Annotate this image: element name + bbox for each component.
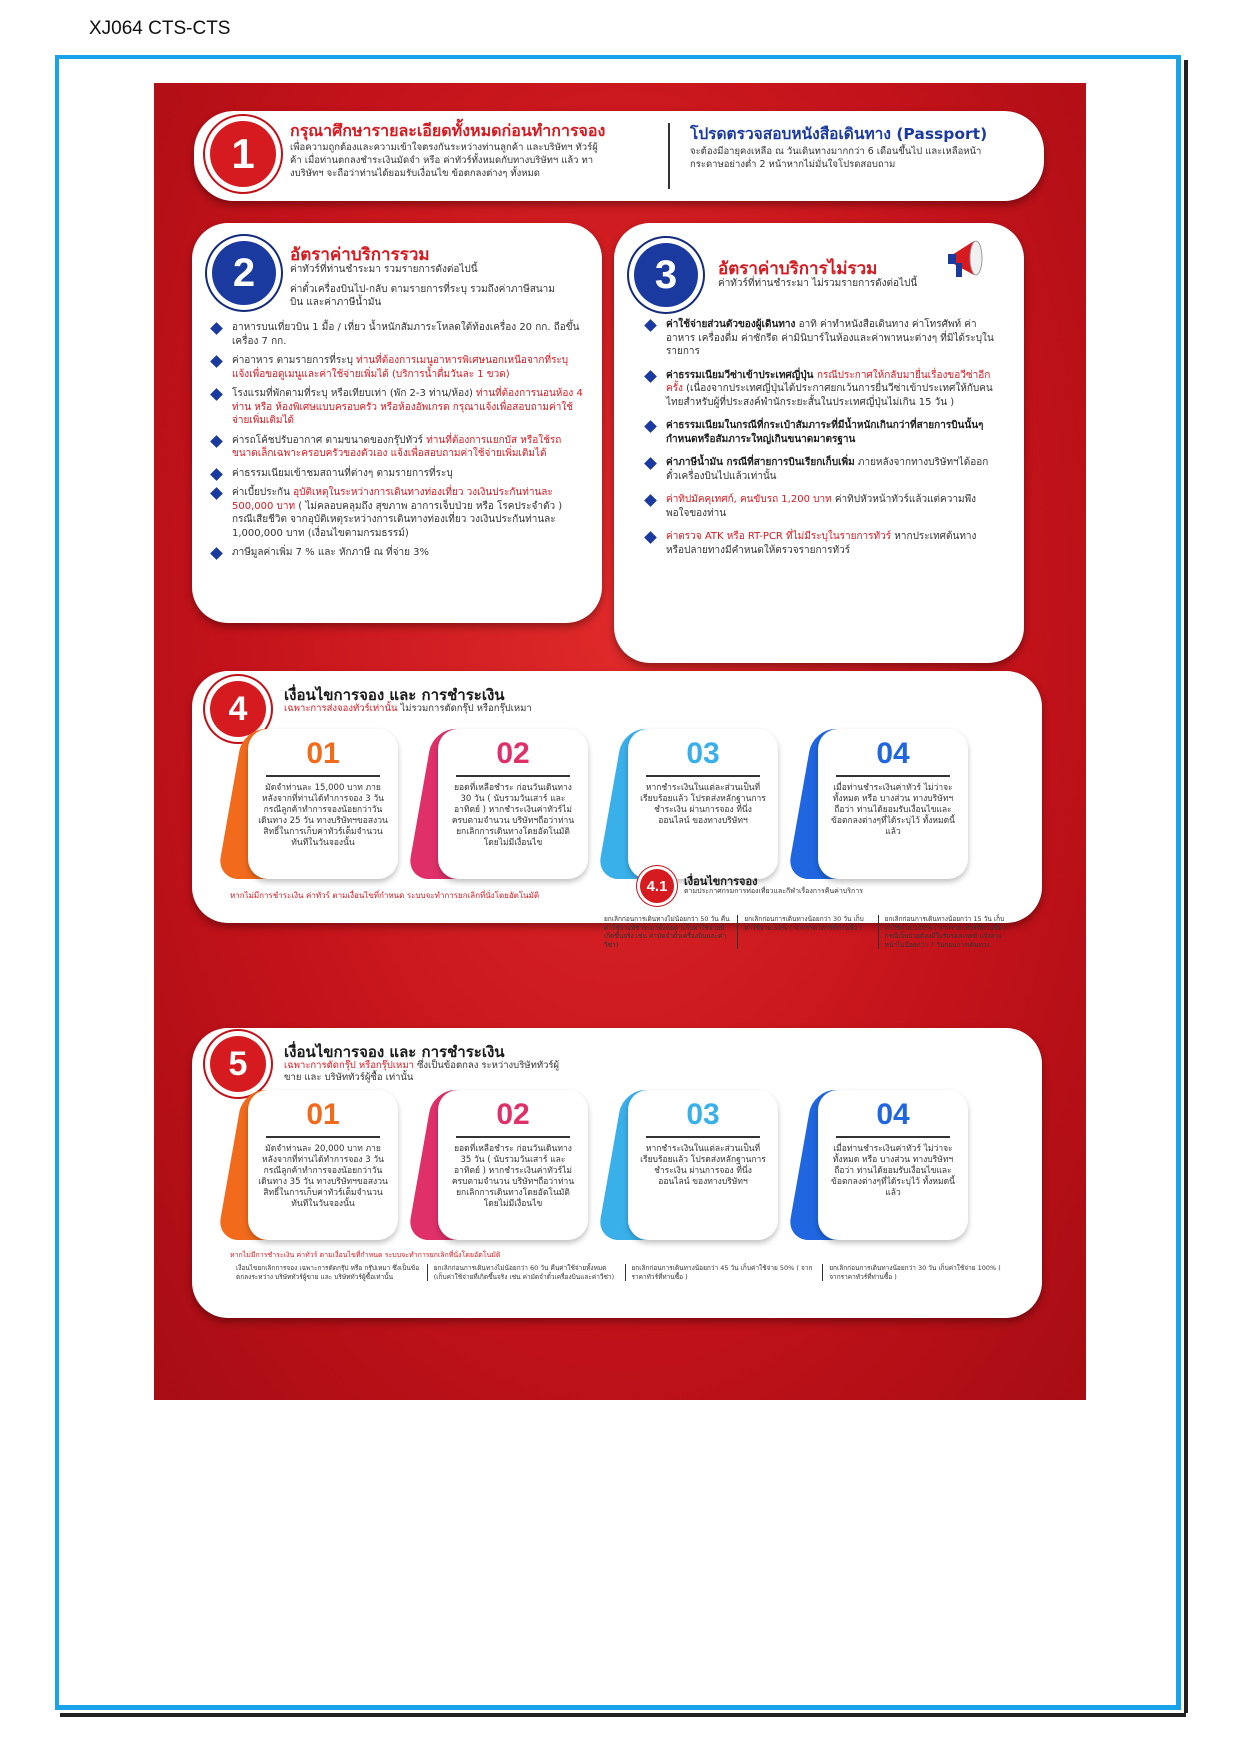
section-title: เงื่อนไขการจอง และ การชำระเงิน xyxy=(284,686,505,704)
subtitle-highlight: เฉพาะการส่งจองทัวร์เท่านั้น xyxy=(284,703,398,714)
section-number: 4 xyxy=(210,681,266,737)
section-5-card xyxy=(192,1028,1042,1318)
step-divider xyxy=(836,775,950,777)
step-card xyxy=(812,1090,962,1240)
step-text: เมื่อท่านชำระเงินค่าทัวร์ ไม่ว่าจะทั้งหมด หรือ บางส่วน ทางบริษัทฯถือว่า ท่านได้ยอมรับเงื่อนไขและ ข้อตกลงต่างๆที่ได้ระบุไว้ ทั้งหมดนี้แล้ว xyxy=(831,1144,955,1198)
step-number: 04 xyxy=(876,737,910,770)
step-text: หากชำระเงินในแต่ละส่วนเป็นที่เรียบร้อยแล้ว โปรดส่งหลักฐานการชำระเงิน ผ่านการจอง ที่นี่ง ออนไลน์ ของทางบริษัทฯ xyxy=(640,783,766,826)
cancellation-column: ยกเลิกก่อนการเดินทางไม่น้อยกว่า 60 วัน คืนค่าใช้จ่ายทั้งหมด (เก็บค่าใช้จ่ายที่เกิดขึ้นจริง เช่น ค่ามัดจำตั๋วเครื่องบินและค่าวีซ่า) xyxy=(427,1264,625,1281)
item-text: ค่ารถโค้ชปรับอากาศ ตามขนาดของกรุ๊ปทัวร์ xyxy=(232,434,427,446)
item-highlight: อุบัติเหตุในระหว่างการเดินทางท่องเที่ยว วงเงินประกันท่านละ 500,000 บาท xyxy=(232,487,553,512)
cancellation-columns xyxy=(230,1264,1020,1281)
item-highlight: ท่านที่ต้องการเมนูอาหารพิเศษนอกเหนือจากที่ระบุ แจ้งเพื่อขอดูเมนูและค่าใช้จ่ายเพิ่มได้ (บริการน้ำดื่มวันละ 1 ขวด) xyxy=(232,355,569,380)
item-bold: ค่าใช้จ่ายส่วนตัวของผู้เดินทาง xyxy=(666,319,796,330)
list-item xyxy=(644,530,994,557)
cancellation-column: ยกเลิกก่อนการเดินทางไม่น้อยกว่า 50 วัน คืนค่าใช้จ่ายที่ชำระมาทั้งหมด (เก็บค่าใช้จ่ายที่เกิดขึ้นจริง เช่น ค่ามัดจำตั๋วเครื่องบินและค่าวีซ่า) xyxy=(604,915,730,949)
cancellation-columns xyxy=(598,915,1018,949)
sub-subtitle: ตามประกาศกรมการท่องเที่ยวและกีฬาเรื่องการคืนค่าบริการ xyxy=(684,887,863,895)
list-item xyxy=(644,456,994,483)
section-title: อัตราค่าบริการไม่รวม xyxy=(718,259,878,279)
list-item xyxy=(210,546,585,560)
step-number: 01 xyxy=(306,737,340,770)
section-title: กรุณาศึกษารายละเอียดทั้งหมดก่อนทำการจอง xyxy=(290,121,606,140)
item-text: ( ไม่คลอบคลุมถึง สุขภาพ อาการเจ็บป่วย หรือ โรคประจำตัว ) กรณีเสียชีวิต จากอุบัติเหตุระหว่างการเดินทางท่องเที่ยว วงเงินประกันท่านละ 1,000,000 บาท (เงื่อนไขตามกรมธรรม์) xyxy=(232,500,563,539)
step-card xyxy=(242,1090,392,1240)
step-text: ยอดที่เหลือชำระ ก่อนวันเดินทาง 30 วัน ( นับรวมวันเสาร์ และ อาทิตย์ ) หากชำระเงินค่าทัวร์ไม่ครบตามจำนวน บริษัทฯถือว่าท่านยกเลิกการเดินทางโดยอัตโนมัติ โดยไม่มีเงื่อนไข xyxy=(451,783,575,848)
step-body xyxy=(628,1090,778,1240)
step-card xyxy=(622,1090,772,1240)
item-text: ค่าเบี้ยประกัน xyxy=(232,487,294,498)
step-card xyxy=(432,1090,582,1240)
step-number: 03 xyxy=(686,1098,720,1131)
section-intro: ค่าตั๋วเครื่องบินไป-กลับ ตามรายการที่ระบุ รวมถึงค่าภาษีสนามบิน และค่าภาษีน้ำมัน xyxy=(290,284,555,308)
section-number: 5 xyxy=(210,1036,266,1092)
section-text: เพื่อความถูกต้องและความเข้าใจตรงกันระหว่างท่านลูกค้า และบริษัทฯ ทัวร์ผู้ค้า เมื่อท่านตกลงชำระเงินมัดจำ หรือ ค่าทัวร์ทั้งหมดกับทางบริษัทฯ แล้ว ทางบริษัทฯ จะถือว่าท่านได้ยอมรับเงื่อนไข ข้อตกลงต่างๆ ทั้งหมด xyxy=(290,142,598,179)
excluded-list xyxy=(644,318,994,567)
section-subtitle: ค่าทัวร์ที่ท่านชำระมา รวมรายการดังต่อไปนี้ xyxy=(290,264,478,275)
terms-poster xyxy=(154,83,1086,1400)
list-item xyxy=(644,419,994,446)
section-subtitle xyxy=(284,1060,574,1084)
step-number: 03 xyxy=(686,737,720,770)
list-item xyxy=(644,318,994,359)
item-highlight: ค่าตรวจ ATK หรือ RT-PCR ที่ไม่มีระบุในรายการทัวร์ xyxy=(666,531,892,542)
passport-text: จะต้องมีอายุคงเหลือ ณ วันเดินทางมากกว่า 6 เดือนขึ้นไป และเหลือหน้ากระดาษอย่างต่ำ 2 หน้าหากไม่มั่นใจโปรดสอบถาม xyxy=(690,146,982,170)
step-body xyxy=(438,1090,588,1240)
list-item xyxy=(210,486,585,540)
section-number: 4.1 xyxy=(640,869,674,903)
step-card xyxy=(242,729,392,879)
item-text: ค่าธรรมเนียมเข้าชมสถานที่ต่างๆ ตามรายการที่ระบุ xyxy=(232,467,453,479)
step-divider xyxy=(266,1136,380,1138)
step-divider xyxy=(266,775,380,777)
item-bold: ค่าธรรมเนียมวีซ่าเข้าประเทศญี่ปุ่น xyxy=(666,369,817,381)
subtitle-rest: ไม่รวมการตัดกรุ๊ป หรือกรุ๊ปเหมา xyxy=(397,703,532,714)
item-text: ค่าทิปหัวหน้าทัวร์แล้วแต่ความพึงพอใจของท่าน xyxy=(666,494,977,519)
section-title: เงื่อนไขการจอง และ การชำระเงิน xyxy=(284,1043,505,1061)
step-divider xyxy=(836,1136,950,1138)
list-item xyxy=(644,369,994,410)
item-text: ภายหลังจากทางบริษัทฯได้ออกตั๋วเครื่องบินไปแล้วเท่านั้น xyxy=(666,457,989,482)
list-item xyxy=(210,434,585,461)
section-1-card xyxy=(194,111,1044,201)
step-divider xyxy=(646,1136,760,1138)
step-text: เมื่อท่านชำระเงินค่าทัวร์ ไม่ว่าจะทั้งหมด หรือ บางส่วน ทางบริษัทฯถือว่า ท่านได้ยอมรับเงื่อนไขและ ข้อตกลงต่างๆที่ได้ระบุไว้ ทั้งหมดนี้แล้ว xyxy=(831,783,955,837)
section-number: 3 xyxy=(634,243,698,307)
list-item xyxy=(210,354,585,381)
item-text: อาหารบนเที่ยวบิน 1 มื้อ / เที่ยว น้ำหนักสัมภาระโหลดใต้ท้องเครื่อง 20 กก. ถือขึ้นเครื่อง 7 กก. xyxy=(232,322,580,347)
item-text: โรงแรมที่พักตามที่ระบุ หรือเทียบเท่า (พัก 2-3 ท่าน/ห้อง) xyxy=(232,388,477,399)
item-highlight: ค่าทิปมัคคุเทศก์, คนขับรถ 1,200 บาท xyxy=(666,494,832,505)
step-divider xyxy=(456,775,570,777)
step-divider xyxy=(646,775,760,777)
step-text: มัดจำท่านละ 15,000 บาท ภายหลังจากที่ท่านได้ทำการจอง 3 วัน กรณีลูกค้าทำการจองน้อยกว่าวันเดินทาง 25 วัน ทางบริษัทฯขอสงวนสิทธิ์ในการเก็บค่าทัวร์เต็มจำนวน ทันทีในวันจองนั้น xyxy=(258,783,388,848)
step-card xyxy=(622,729,772,879)
subtitle-rest: ซึ่งเป็นข้อตกลง ระหว่างบริษัททัวร์ผู้ขาย และ บริษัททัวร์ผู้ซื้อ เท่านั้น xyxy=(284,1060,560,1083)
item-highlight: ท่านที่ต้องการแยกบัส หรือใช้รถขนาดเล็กเฉพาะครอบครัวของตัวเอง แจ้งเพื่อสอบถามค่าใช้จ่ายเพิ่มเติมได้ xyxy=(232,434,562,459)
step-body xyxy=(818,729,968,879)
frame-shadow xyxy=(60,1713,1186,1717)
step-number: 02 xyxy=(496,737,530,770)
section-number: 2 xyxy=(212,241,276,305)
section-subtitle: ค่าทัวร์ที่ท่านชำระมา ไม่รวมรายการดังต่อไปนี้ xyxy=(718,278,918,289)
item-bold: ค่าภาษีน้ำมัน กรณีที่สายการบินเรียกเก็บเพิ่ม xyxy=(666,457,855,468)
step-body xyxy=(438,729,588,879)
step-card xyxy=(432,729,582,879)
megaphone-icon xyxy=(944,235,994,285)
item-bold: ค่าธรรมเนียมในกรณีที่กระเป๋าสัมภาระที่มีน้ำหนักเกินกว่าที่สายการบินนั้นๆกำหนดหรือสัมภาระใหญ่เกินขนาดมาตรฐาน xyxy=(666,420,984,445)
step-body xyxy=(248,729,398,879)
cancellation-column: เงื่อนไขยกเลิกการจอง เฉพาะการตัดกรุ๊ป หรือ กรุ๊ปเหมา ซึ่งเป็นข้อตกลงระหว่าง บริษัททัวร์ผู้ขาย และ บริษัททัวร์ผู้ซื้อเท่านั้น xyxy=(236,1264,420,1281)
step-text: มัดจำท่านละ 20,000 บาท ภายหลังจากที่ท่านได้ทำการจอง 3 วัน กรณีลูกค้าทำการจองน้อยกว่าวันเดินทาง 35 วัน ทางบริษัทฯขอสงวนสิทธิ์ในการเก็บค่าทัวร์เต็มจำนวน ทันทีในวันจองนั้น xyxy=(258,1144,388,1209)
step-number: 02 xyxy=(496,1098,530,1131)
frame-shadow xyxy=(1184,60,1188,1713)
step-text: หากชำระเงินในแต่ละส่วนเป็นที่เรียบร้อยแล้ว โปรดส่งหลักฐานการชำระเงิน ผ่านการจอง ที่นี่ง ออนไลน์ ของทางบริษัทฯ xyxy=(640,1144,766,1187)
section-subtitle xyxy=(284,703,534,715)
item-text: ค่าอาหาร ตามรายการที่ระบุ xyxy=(232,355,357,366)
section-title: อัตราค่าบริการรวม xyxy=(290,245,430,265)
cancellation-column: ยกเลิกก่อนการเดินทางน้อยกว่า 45 วัน เก็บค่าใช้จ่าย 50% ( จากราคาทัวร์ที่ท่านซื้อ ) xyxy=(625,1264,823,1281)
list-item xyxy=(644,493,994,520)
sub-title: เงื่อนไขการจอง xyxy=(684,875,758,888)
section-number: 1 xyxy=(210,121,276,187)
cancellation-column: ยกเลิกก่อนการเดินทางน้อยกว่า 15 วัน เก็บค่าใช้จ่าย 100% ( จากราคาทัวร์ที่ท่านซื้อ ) กรณีเจ็บป่วยต้องมีใบรับรองแพทย์ แจ้งล่วงหน้าไม่น้อยกว่า 7 วันก่อนการเดินทาง xyxy=(878,915,1018,949)
item-highlight: กรณีประกาศให้กลับมายื่นเรื่องขอวีซ่าอีกครั้ง xyxy=(666,369,991,394)
cancellation-column: ยกเลิกก่อนการเดินทางน้อยกว่า 30 วัน เก็บค่าใช้จ่าย 50% ( จากราคาทัวร์ที่ท่านซื้อ ) xyxy=(737,915,877,949)
item-text: (เนื่องจากประเทศญี่ปุ่นได้ประกาศยกเว้นการยื่นวีซ่าเข้าประเทศให้กับคนไทยสำหรับผู้ที่ประสงค์พำนักระยะสั้นในประเทศญี่ปุ่นไม่เกิน 15 วัน ) xyxy=(666,383,993,408)
document-code: XJ064 CTS-CTS xyxy=(89,18,231,39)
item-text: หากประเทศต้นทางหรือปลายทางมีคำหนดให้ตรวจรายการทัวร์ xyxy=(666,531,977,556)
list-item xyxy=(210,387,585,428)
list-item xyxy=(210,321,585,348)
unpaid-note: หากไม่มีการชำระเงิน ค่าทัวร์ ตามเงื่อนไขที่กำหนด ระบบจะทำการยกเลิกที่นั่งโดยอัตโนมัติ xyxy=(230,1251,501,1259)
item-highlight: ท่านที่ต้องการนอนห้อง 4 ท่าน หรือ ห้องพิเศษแบบครอบครัว หรือห้องอัพเกรด กรุณาแจ้งเพื่อสอบถามค่าใช้จ่ายเพิ่มเติมได้ xyxy=(232,388,583,426)
cancellation-column: ยกเลิกก่อนการเดินทางน้อยกว่า 30 วัน เก็บค่าใช้จ่าย 100% ( จากราคาทัวร์ที่ท่านซื้อ ) xyxy=(822,1264,1020,1281)
subtitle-highlight: เฉพาะการตัดกรุ๊ป หรือกรุ๊ปเหมา xyxy=(284,1060,414,1071)
section-3-card xyxy=(614,223,1024,663)
step-body xyxy=(818,1090,968,1240)
step-divider xyxy=(456,1136,570,1138)
step-body xyxy=(248,1090,398,1240)
step-number: 01 xyxy=(306,1098,340,1131)
step-number: 04 xyxy=(876,1098,910,1131)
included-list xyxy=(210,321,585,566)
unpaid-note: หากไม่มีการชำระเงิน ค่าทัวร์ ตามเงื่อนไขที่กำหนด ระบบจะทำการยกเลิกที่นั่งโดยอัตโนมัติ xyxy=(230,891,540,900)
item-text: ภาษีมูลค่าเพิ่ม 7 % และ หักภาษี ณ ที่จ่าย 3% xyxy=(232,547,429,558)
section-2-card xyxy=(192,223,602,623)
divider xyxy=(668,123,670,189)
list-item xyxy=(210,467,585,481)
section-4-card xyxy=(192,671,1042,923)
step-card xyxy=(812,729,962,879)
passport-title: โปรดตรวจสอบหนังสือเดินทาง (Passport) xyxy=(690,125,988,143)
step-text: ยอดที่เหลือชำระ ก่อนวันเดินทาง 35 วัน ( นับรวมวันเสาร์ และ อาทิตย์ ) หากชำระเงินค่าทัวร์ไม่ครบตามจำนวน บริษัทฯถือว่าท่านยกเลิกการเดินทางโดยอัตโนมัติ โดยไม่มีเงื่อนไข xyxy=(451,1144,575,1209)
step-body xyxy=(628,729,778,879)
item-text: อาทิ ค่าทำหนังสือเดินทาง ค่าโทรศัพท์ ค่าอาหาร เครื่องดื่ม ค่าซักรีด ค่ามินิบาร์ในห้องและค่าพาหนะต่างๆ ที่มิได้ระบุในรายการ xyxy=(666,319,994,357)
